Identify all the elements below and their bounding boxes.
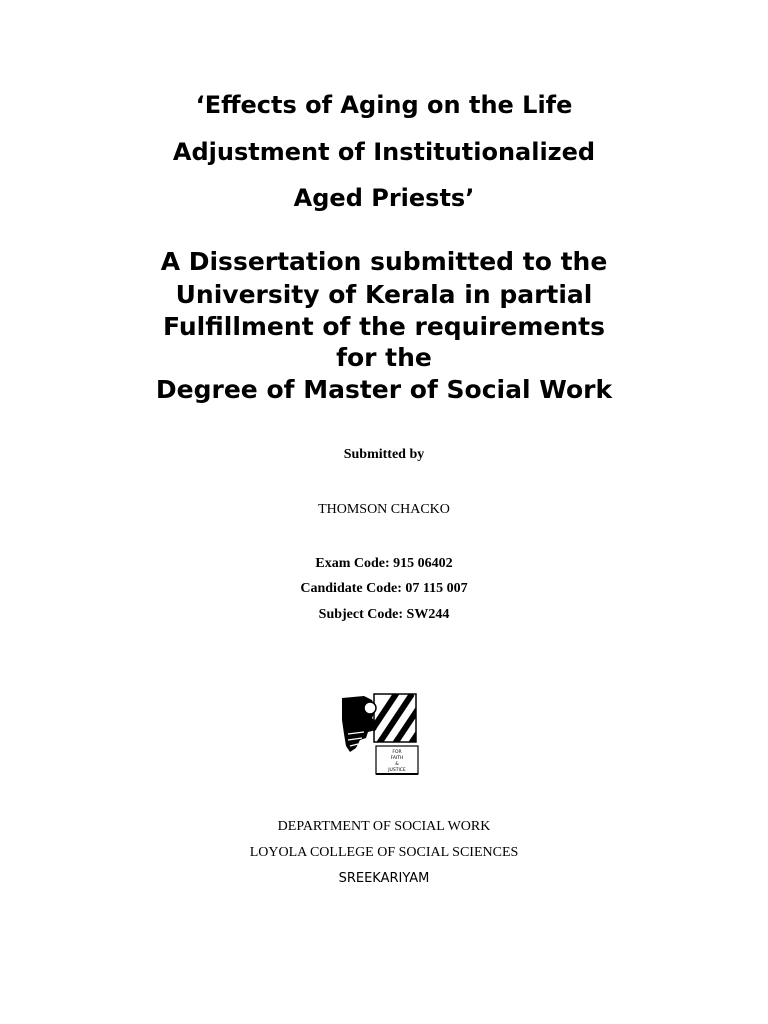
thesis-title-line-1: ‘Effects of Aging on the Life (195, 91, 573, 119)
motto-line-3: & (395, 762, 399, 767)
college-emblem-logo (320, 668, 450, 798)
college-location: SREEKARIYAM (338, 871, 430, 886)
dissertation-line-5: Degree of Master of Social Work (155, 375, 613, 404)
thesis-title-line-2: Adjustment of Institutionalized (172, 138, 596, 166)
author-name: THOMSON CHACKO (318, 502, 450, 517)
motto-line-4: JUSTICE (388, 768, 406, 773)
college-name: LOYOLA COLLEGE OF SOCIAL SCIENCES (249, 845, 519, 860)
department-name: DEPARTMENT OF SOCIAL WORK (277, 819, 491, 834)
subject-code: Subject Code: SW244 (318, 607, 450, 622)
motto-line-2: FAITH (390, 756, 404, 761)
emblem-graphic (320, 668, 450, 798)
exam-code: Exam Code: 915 06402 (315, 556, 453, 571)
dissertation-line-4: for the (336, 343, 432, 372)
dissertation-line-1: A Dissertation submitted to the (160, 247, 608, 276)
candidate-code: Candidate Code: 07 115 007 (300, 581, 468, 596)
dissertation-line-3: Fulfillment of the requirements (163, 312, 605, 341)
thesis-title-line-3: Aged Priests’ (293, 184, 475, 212)
submitted-by-label: Submitted by (343, 447, 425, 462)
dissertation-line-2: University of Kerala in partial (175, 280, 593, 309)
motto-line-1: FOR (392, 750, 402, 755)
